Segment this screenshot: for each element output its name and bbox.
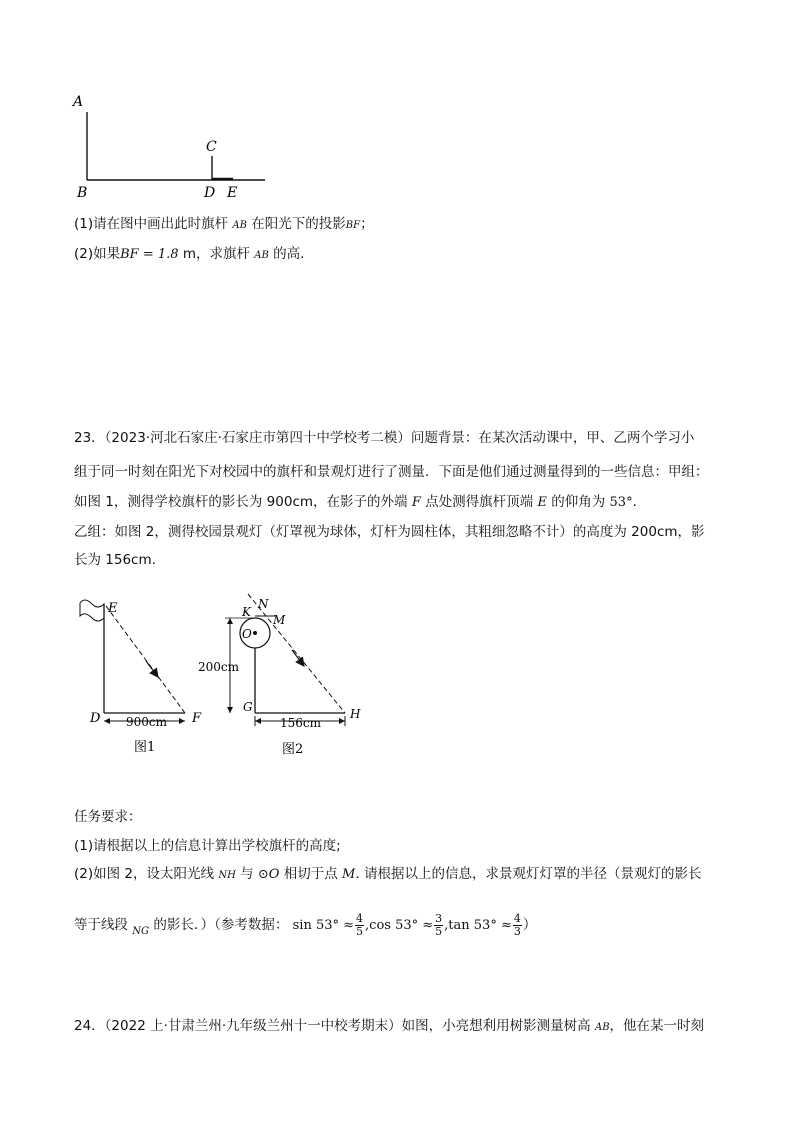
fig1-label-d: D	[90, 711, 101, 726]
task-2-continued: 等于线段 $_{NG}$ 的影长．）（参考数据： sin 53° ≈ $\frac{4}{5}$ ,cos 53° ≈ $\frac{3}{5}$ ,tan 53° ≈ $\frac{4}{3}$ ）	[74, 911, 537, 938]
figure-1	[80, 600, 202, 755]
fig1-caption: 图1	[134, 740, 156, 755]
fig1-dimension: 900cm	[126, 715, 168, 729]
fig2-caption: 图2	[282, 742, 304, 757]
fig2-label-o: O	[242, 627, 252, 641]
fig2-label-h: H	[350, 707, 361, 721]
frac-sin: $\frac{4}{5}$	[356, 911, 364, 938]
figure-2	[198, 594, 361, 757]
label-d: D	[204, 185, 216, 201]
fig2-dimension: 156cm	[280, 716, 322, 730]
figure-flagpole	[60, 88, 280, 206]
q22-part2: (2)如果BF = 1.8 m，求旗杆 AB 的高.	[74, 246, 305, 262]
frac-cos: $\frac{3}{5}$	[435, 911, 443, 938]
label-e: E	[227, 185, 238, 201]
q23-line2: 组于同一时刻在阳光下对校园中的旗杆和景观灯进行了测量．下面是他们通过测量得到的一些信息：甲组：	[74, 464, 709, 480]
fig2-label-k: K	[242, 605, 251, 619]
fig2-label-g: G	[243, 700, 253, 714]
fig2-label-m: M	[273, 613, 286, 627]
fig1-label-f: F	[192, 711, 202, 726]
fig2-height: 200cm	[198, 660, 240, 674]
frac-tan: $\frac{4}{3}$	[513, 911, 521, 938]
q22-part1: (1)请在图中画出此时旗杆 AB 在阳光下的投影BF；	[74, 216, 374, 232]
label-b: B	[77, 185, 88, 201]
task-heading: 任务要求：	[74, 809, 142, 825]
q24-line1: 24．（2022 上·甘肃兰州·九年级兰州十一中校考期末）如图，小亮想利用树影测量树高 AB，他在某一时刻	[74, 1018, 705, 1034]
label-c: C	[206, 139, 217, 155]
figures-1-2	[70, 588, 370, 768]
label-a: A	[73, 94, 84, 110]
q23-line5: 长为 156cm.	[74, 552, 156, 568]
q23-line1: 23．（2023·河北石家庄·石家庄市第四十中学校考二模）问题背景：在某次活动课中，甲、乙两个学习小	[74, 430, 695, 446]
q23-line4: 乙组：如图 2，测得校园景观灯（灯罩视为球体，灯杆为圆柱体，其粗细忽略不计）的高度为 200cm，影	[74, 524, 705, 540]
task-1: (1)请根据以上的信息计算出学校旗杆的高度;	[74, 838, 341, 854]
fig1-label-e: E	[108, 601, 118, 616]
q23-line3: 如图 1，测得学校旗杆的影长为 900cm，在影子的外端 F 点处测得旗杆顶端 E 的仰角为 53°．	[74, 494, 647, 510]
fig2-label-n: N	[258, 597, 269, 611]
task-2: (2)如图 2，设太阳光线 NH 与 ⊙O 相切于点 M. 请根据以上的信息，求景观灯灯罩的半径（景观灯的影长	[74, 866, 702, 882]
